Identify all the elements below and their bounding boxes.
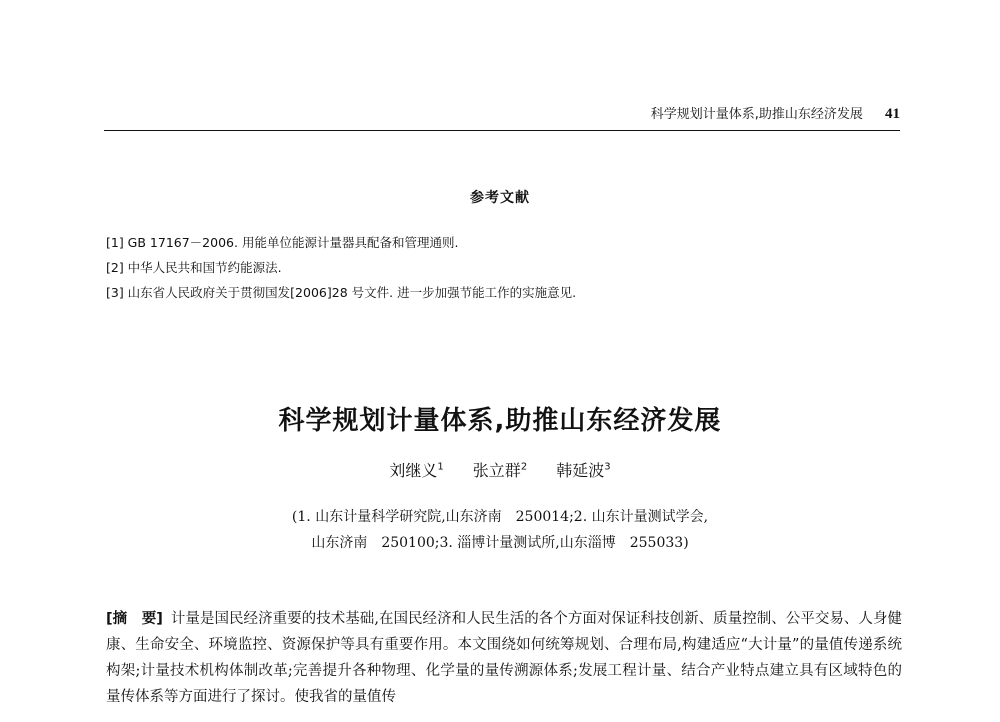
reference-item-2: [2] 中华人民共和国节约能源法.: [106, 260, 282, 275]
author-list: [0, 458, 1000, 481]
author-2-name: 张立群: [472, 461, 521, 480]
abstract: [106, 606, 902, 710]
references-heading: 参考文献: [470, 190, 530, 206]
author-1-name: 刘继义: [389, 461, 438, 480]
affiliation-line-2: 山东济南 250100;3. 淄博计量测试所,山东淄博 255033): [311, 535, 689, 551]
reference-item-1: [1] GB 17167－2006. 用能单位能源计量器具配备和管理通则.: [106, 235, 459, 250]
author-3-affiliation-mark: 3: [604, 461, 611, 473]
running-header-title: 科学规划计量体系,助推山东经济发展: [650, 107, 863, 122]
author-3-name: 韩延波: [556, 461, 605, 480]
reference-item-3: [3] 山东省人民政府关于贯彻国发[2006]28 号文件. 进一步加强节能工作的实施意见.: [106, 285, 577, 300]
affiliation-line-1: (1. 山东计量科学研究院,山东济南 250014;2. 山东计量测试学会,: [291, 509, 709, 525]
abstract-text: 计量是国民经济重要的技术基础,在国民经济和人民生活的各个方面对保证科技创新、质量控制、公平交易、人身健康、生命安全、环境监控、资源保护等具有重要作用。本文围绕如何统筹规划、合理布局,构建适应“大计量”的量值传递系统构架;计量技术机构体制改革;完善提升各种物理、化学量的量传溯源体系;发展工程计量、结合产业特点建立具有区域特色的量传体系等方面进行了探讨。使我省的量值传: [106, 611, 902, 705]
author-1-affiliation-mark: 1: [437, 461, 444, 473]
reference-list: [106, 230, 906, 305]
header-rule: [104, 130, 900, 131]
author-3: [556, 461, 610, 480]
abstract-label: [摘 要]: [106, 611, 163, 627]
author-2-affiliation-mark: 2: [520, 461, 528, 473]
running-header: [104, 103, 900, 125]
author-1: [389, 461, 443, 480]
article-title: 科学规划计量体系,助推山东经济发展: [278, 406, 722, 436]
author-2: [473, 461, 527, 480]
page-number: 41: [885, 106, 900, 122]
